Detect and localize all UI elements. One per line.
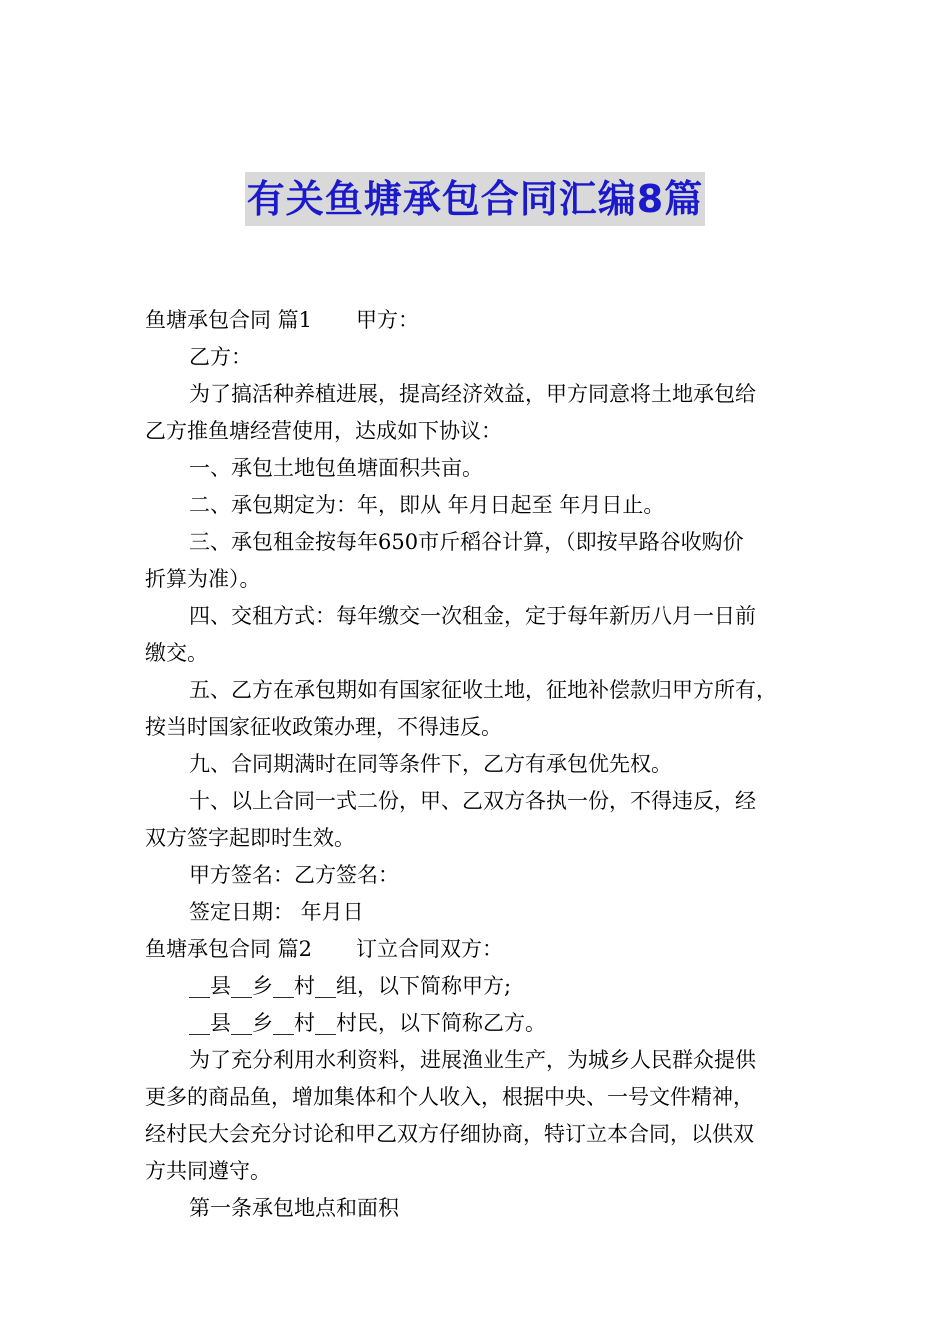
section-label: 鱼塘承包合同 篇1 bbox=[145, 308, 313, 332]
paragraph-line: 为了搞活种养植进展，提高经济效益，甲方同意将土地承包给 bbox=[189, 382, 756, 406]
clause-line: 十、以上合同一式二份，甲、乙双方各执一份，不得违反，经 bbox=[189, 789, 756, 813]
article-heading: 第一条承包地点和面积 bbox=[189, 1196, 399, 1220]
party-a-label: 甲方： bbox=[356, 308, 420, 332]
date-line: 签定日期： 年月日 bbox=[189, 900, 364, 924]
paragraph-line: 为了充分利用水利资料，进展渔业生产，为城乡人民群众提供 bbox=[189, 1048, 756, 1072]
clause-line: 五、乙方在承包期如有国家征收土地，征地补偿款归甲方所有， bbox=[189, 678, 777, 702]
document-body bbox=[145, 302, 810, 1227]
clause-line: 一、承包土地包鱼塘面积共亩。 bbox=[189, 456, 483, 480]
section-heading-1 bbox=[145, 302, 810, 339]
section-heading-2 bbox=[145, 931, 810, 968]
parties-label: 订立合同双方： bbox=[356, 937, 504, 961]
paragraph-line: 经村民大会充分讨论和甲乙双方仔细协商，特订立本合同，以供双 bbox=[145, 1122, 754, 1146]
clause-line: 三、承包租金按每年650市斤稻谷计算，（即按早路谷收购价 bbox=[189, 530, 744, 554]
clause-line: 九、合同期满时在同等条件下，乙方有承包优先权。 bbox=[189, 752, 672, 776]
section-label: 鱼塘承包合同 篇2 bbox=[145, 937, 313, 961]
paragraph-line: 乙方推鱼塘经营使用，达成如下协议： bbox=[145, 419, 502, 443]
clause-line: 缴交。 bbox=[145, 641, 208, 665]
paragraph-line: __县__乡__村__组，以下简称甲方; bbox=[189, 974, 512, 998]
clause-line: 四、交租方式：每年缴交一次租金，定于每年新历八月一日前 bbox=[189, 604, 756, 628]
clause-line: 双方签字起即时生效。 bbox=[145, 826, 355, 850]
clause-line: 二、承包期定为：年，即从 年月日起至 年月日止。 bbox=[189, 493, 665, 517]
clause-line: 按当时国家征收政策办理，不得违反。 bbox=[145, 715, 502, 739]
paragraph-line: 乙方： bbox=[189, 345, 252, 369]
signature-line: 甲方签名：乙方签名： bbox=[189, 863, 399, 887]
paragraph-line: 方共同遵守。 bbox=[145, 1159, 271, 1183]
clause-line: 折算为准）。 bbox=[145, 567, 261, 591]
paragraph-line: __县__乡__村__村民，以下简称乙方。 bbox=[189, 1011, 546, 1035]
paragraph-line: 更多的商品鱼，增加集体和个人收入，根据中央、一号文件精神， bbox=[145, 1085, 754, 1109]
document-title: 有关鱼塘承包合同汇编8篇 bbox=[245, 172, 705, 226]
title-container bbox=[0, 172, 950, 226]
